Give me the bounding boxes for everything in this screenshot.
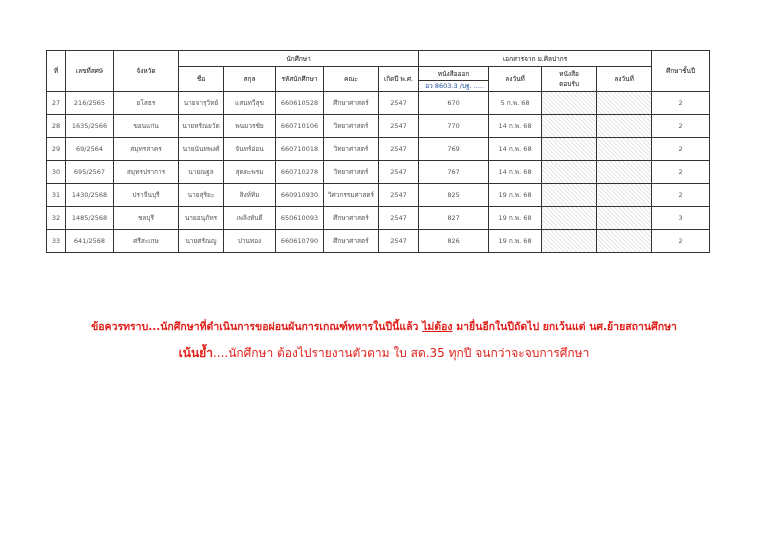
table-header [47, 51, 710, 92]
cell-faculty: วิทยาศาสตร์ [324, 115, 379, 138]
cell-doc-no: 1485/2568 [66, 207, 114, 230]
cell-first-name: นายศรัณญู [179, 230, 224, 253]
cell-province: ยโสธร [114, 92, 179, 115]
cell-first-name: นายอนุภัทร [179, 207, 224, 230]
cell-birth-year: 2547 [379, 230, 419, 253]
cell-letter-out: 827 [419, 207, 489, 230]
col-no: ที่ [47, 51, 66, 92]
cell-province: ขอนแก่น [114, 115, 179, 138]
col-dated: ลงวันที่ [489, 67, 542, 92]
cell-study-year: 2 [652, 115, 710, 138]
cell-no: 27 [47, 92, 66, 115]
notice-1-text-b: มายื่นอีกในปีถัดไป ยกเว้นแต่ นศ.ย้ายสถานศึกษา [452, 321, 677, 333]
table-row [47, 230, 710, 253]
cell-no: 30 [47, 161, 66, 184]
cell-student-id: 660710278 [276, 161, 324, 184]
cell-study-year: 3 [652, 207, 710, 230]
cell-doc-no: 641/2568 [66, 230, 114, 253]
cell-birth-year: 2547 [379, 138, 419, 161]
cell-student-id: 660610790 [276, 230, 324, 253]
reply-letter-line2: ตอบรับ [559, 80, 579, 88]
cell-study-year: 2 [652, 92, 710, 115]
cell-reply-letter [542, 184, 597, 207]
cell-doc-no: 216/2565 [66, 92, 114, 115]
cell-study-year: 2 [652, 161, 710, 184]
cell-no: 33 [47, 230, 66, 253]
cell-faculty: ศึกษาศาสตร์ [324, 230, 379, 253]
notice-2-text: ....นักศึกษา ต้องไปรายงานตัวตาม ใบ สด.35 ทุกปี จนกว่าจะจบการศึกษา [212, 346, 590, 360]
cell-province: สมุทรสาคร [114, 138, 179, 161]
cell-reply-letter [542, 161, 597, 184]
cell-first-name: นายจารุวิทย์ [179, 92, 224, 115]
cell-province: ชลบุรี [114, 207, 179, 230]
cell-reply-dated [597, 92, 652, 115]
cell-birth-year: 2547 [379, 115, 419, 138]
cell-study-year: 2 [652, 138, 710, 161]
cell-reply-letter [542, 115, 597, 138]
cell-faculty: ศึกษาศาสตร์ [324, 207, 379, 230]
col-province: จังหวัด [114, 51, 179, 92]
cell-study-year: 2 [652, 230, 710, 253]
col-reply-letter [542, 67, 597, 92]
col-birth-year: เกิดปี พ.ศ. [379, 67, 419, 92]
cell-no: 28 [47, 115, 66, 138]
cell-faculty: วิศวกรรมศาสตร์ [324, 184, 379, 207]
cell-province: ศรีสะเกษ [114, 230, 179, 253]
letter-ref-note: อว 8603.3 /บฐ. ..... [419, 81, 489, 92]
col-faculty: คณะ [324, 67, 379, 92]
cell-dated: 14 ก.พ. 68 [489, 161, 542, 184]
cell-no: 31 [47, 184, 66, 207]
cell-student-id: 660710018 [276, 138, 324, 161]
col-student-id: รหัสนักศึกษา [276, 67, 324, 92]
cell-dated: 19 ก.พ. 68 [489, 207, 542, 230]
cell-letter-out: 770 [419, 115, 489, 138]
cell-dated: 14 ก.พ. 68 [489, 115, 542, 138]
cell-birth-year: 2547 [379, 207, 419, 230]
cell-reply-dated [597, 115, 652, 138]
col-study-year: ศึกษาชั้นปี [652, 51, 710, 92]
cell-no: 29 [47, 138, 66, 161]
cell-letter-out: 825 [419, 184, 489, 207]
cell-first-name: นายสุริยะ [179, 184, 224, 207]
cell-birth-year: 2547 [379, 161, 419, 184]
cell-last-name: เพลิงทับดี [224, 207, 276, 230]
table-row [47, 161, 710, 184]
cell-birth-year: 2547 [379, 92, 419, 115]
cell-letter-out: 767 [419, 161, 489, 184]
cell-faculty: วิทยาศาสตร์ [324, 138, 379, 161]
cell-student-id: 650610093 [276, 207, 324, 230]
cell-last-name: แสนทวีสุข [224, 92, 276, 115]
table-row [47, 92, 710, 115]
cell-reply-letter [542, 207, 597, 230]
notice-1-underlined: ไม่ต้อง [422, 321, 453, 333]
cell-last-name: ปานทอง [224, 230, 276, 253]
table-row [47, 138, 710, 161]
cell-dated: 5 ก.พ. 68 [489, 92, 542, 115]
cell-student-id: 660910930 [276, 184, 324, 207]
cell-dated: 19 ก.พ. 68 [489, 230, 542, 253]
table-body [47, 92, 710, 253]
cell-reply-letter [542, 230, 597, 253]
cell-first-name: นายนันทพงศ์ [179, 138, 224, 161]
cell-province: ปราจีนบุรี [114, 184, 179, 207]
cell-first-name: นายหรัณยวัต [179, 115, 224, 138]
reply-letter-line1: หนังสือ [559, 70, 579, 78]
col-reply-dated: ลงวันที่ [597, 67, 652, 92]
cell-reply-dated [597, 230, 652, 253]
cell-doc-no: 695/2567 [66, 161, 114, 184]
cell-faculty: วิทยาศาสตร์ [324, 161, 379, 184]
cell-first-name: นายณฐล [179, 161, 224, 184]
notice-2-emphasis: เน้นย้ำ [178, 346, 213, 360]
cell-faculty: ศึกษาศาสตร์ [324, 92, 379, 115]
cell-last-name: สิงห์ทิม [224, 184, 276, 207]
cell-doc-no: 69/2564 [66, 138, 114, 161]
notice-line-2 [0, 344, 768, 363]
cell-last-name: พนมวรชัย [224, 115, 276, 138]
cell-letter-out: 826 [419, 230, 489, 253]
cell-reply-letter [542, 138, 597, 161]
cell-doc-no: 1430/2568 [66, 184, 114, 207]
cell-student-id: 660710106 [276, 115, 324, 138]
col-doc-no: เลขที่สศ9 [66, 51, 114, 92]
cell-student-id: 660610528 [276, 92, 324, 115]
table-row [47, 184, 710, 207]
cell-study-year: 2 [652, 184, 710, 207]
cell-reply-letter [542, 92, 597, 115]
cell-dated: 19 ก.พ. 68 [489, 184, 542, 207]
col-group-student: นักศึกษา [179, 51, 419, 67]
deferment-table [46, 50, 710, 253]
cell-dated: 14 ก.พ. 68 [489, 138, 542, 161]
table-row [47, 207, 710, 230]
cell-reply-dated [597, 207, 652, 230]
col-letter-out: หนังสือออก [419, 67, 489, 81]
cell-no: 32 [47, 207, 66, 230]
cell-reply-dated [597, 161, 652, 184]
cell-last-name: สุดตะพรม [224, 161, 276, 184]
cell-letter-out: 670 [419, 92, 489, 115]
cell-last-name: จันทร์อ่อน [224, 138, 276, 161]
col-last-name: สกุล [224, 67, 276, 92]
cell-province: สมุทรปราการ [114, 161, 179, 184]
notice-line-1 [0, 318, 768, 335]
col-first-name: ชื่อ [179, 67, 224, 92]
table-row [47, 115, 710, 138]
cell-letter-out: 769 [419, 138, 489, 161]
notice-1-text-a: ข้อควรทราบ...นักศึกษาที่ดำเนินการขอผ่อนผันการเกณฑ์ทหารในปีนี้แล้ว [91, 321, 423, 333]
cell-reply-dated [597, 184, 652, 207]
col-group-uni-docs: เอกสารจาก ม.ศิลปากร [419, 51, 652, 67]
cell-doc-no: 1635/2566 [66, 115, 114, 138]
cell-birth-year: 2547 [379, 184, 419, 207]
cell-reply-dated [597, 138, 652, 161]
